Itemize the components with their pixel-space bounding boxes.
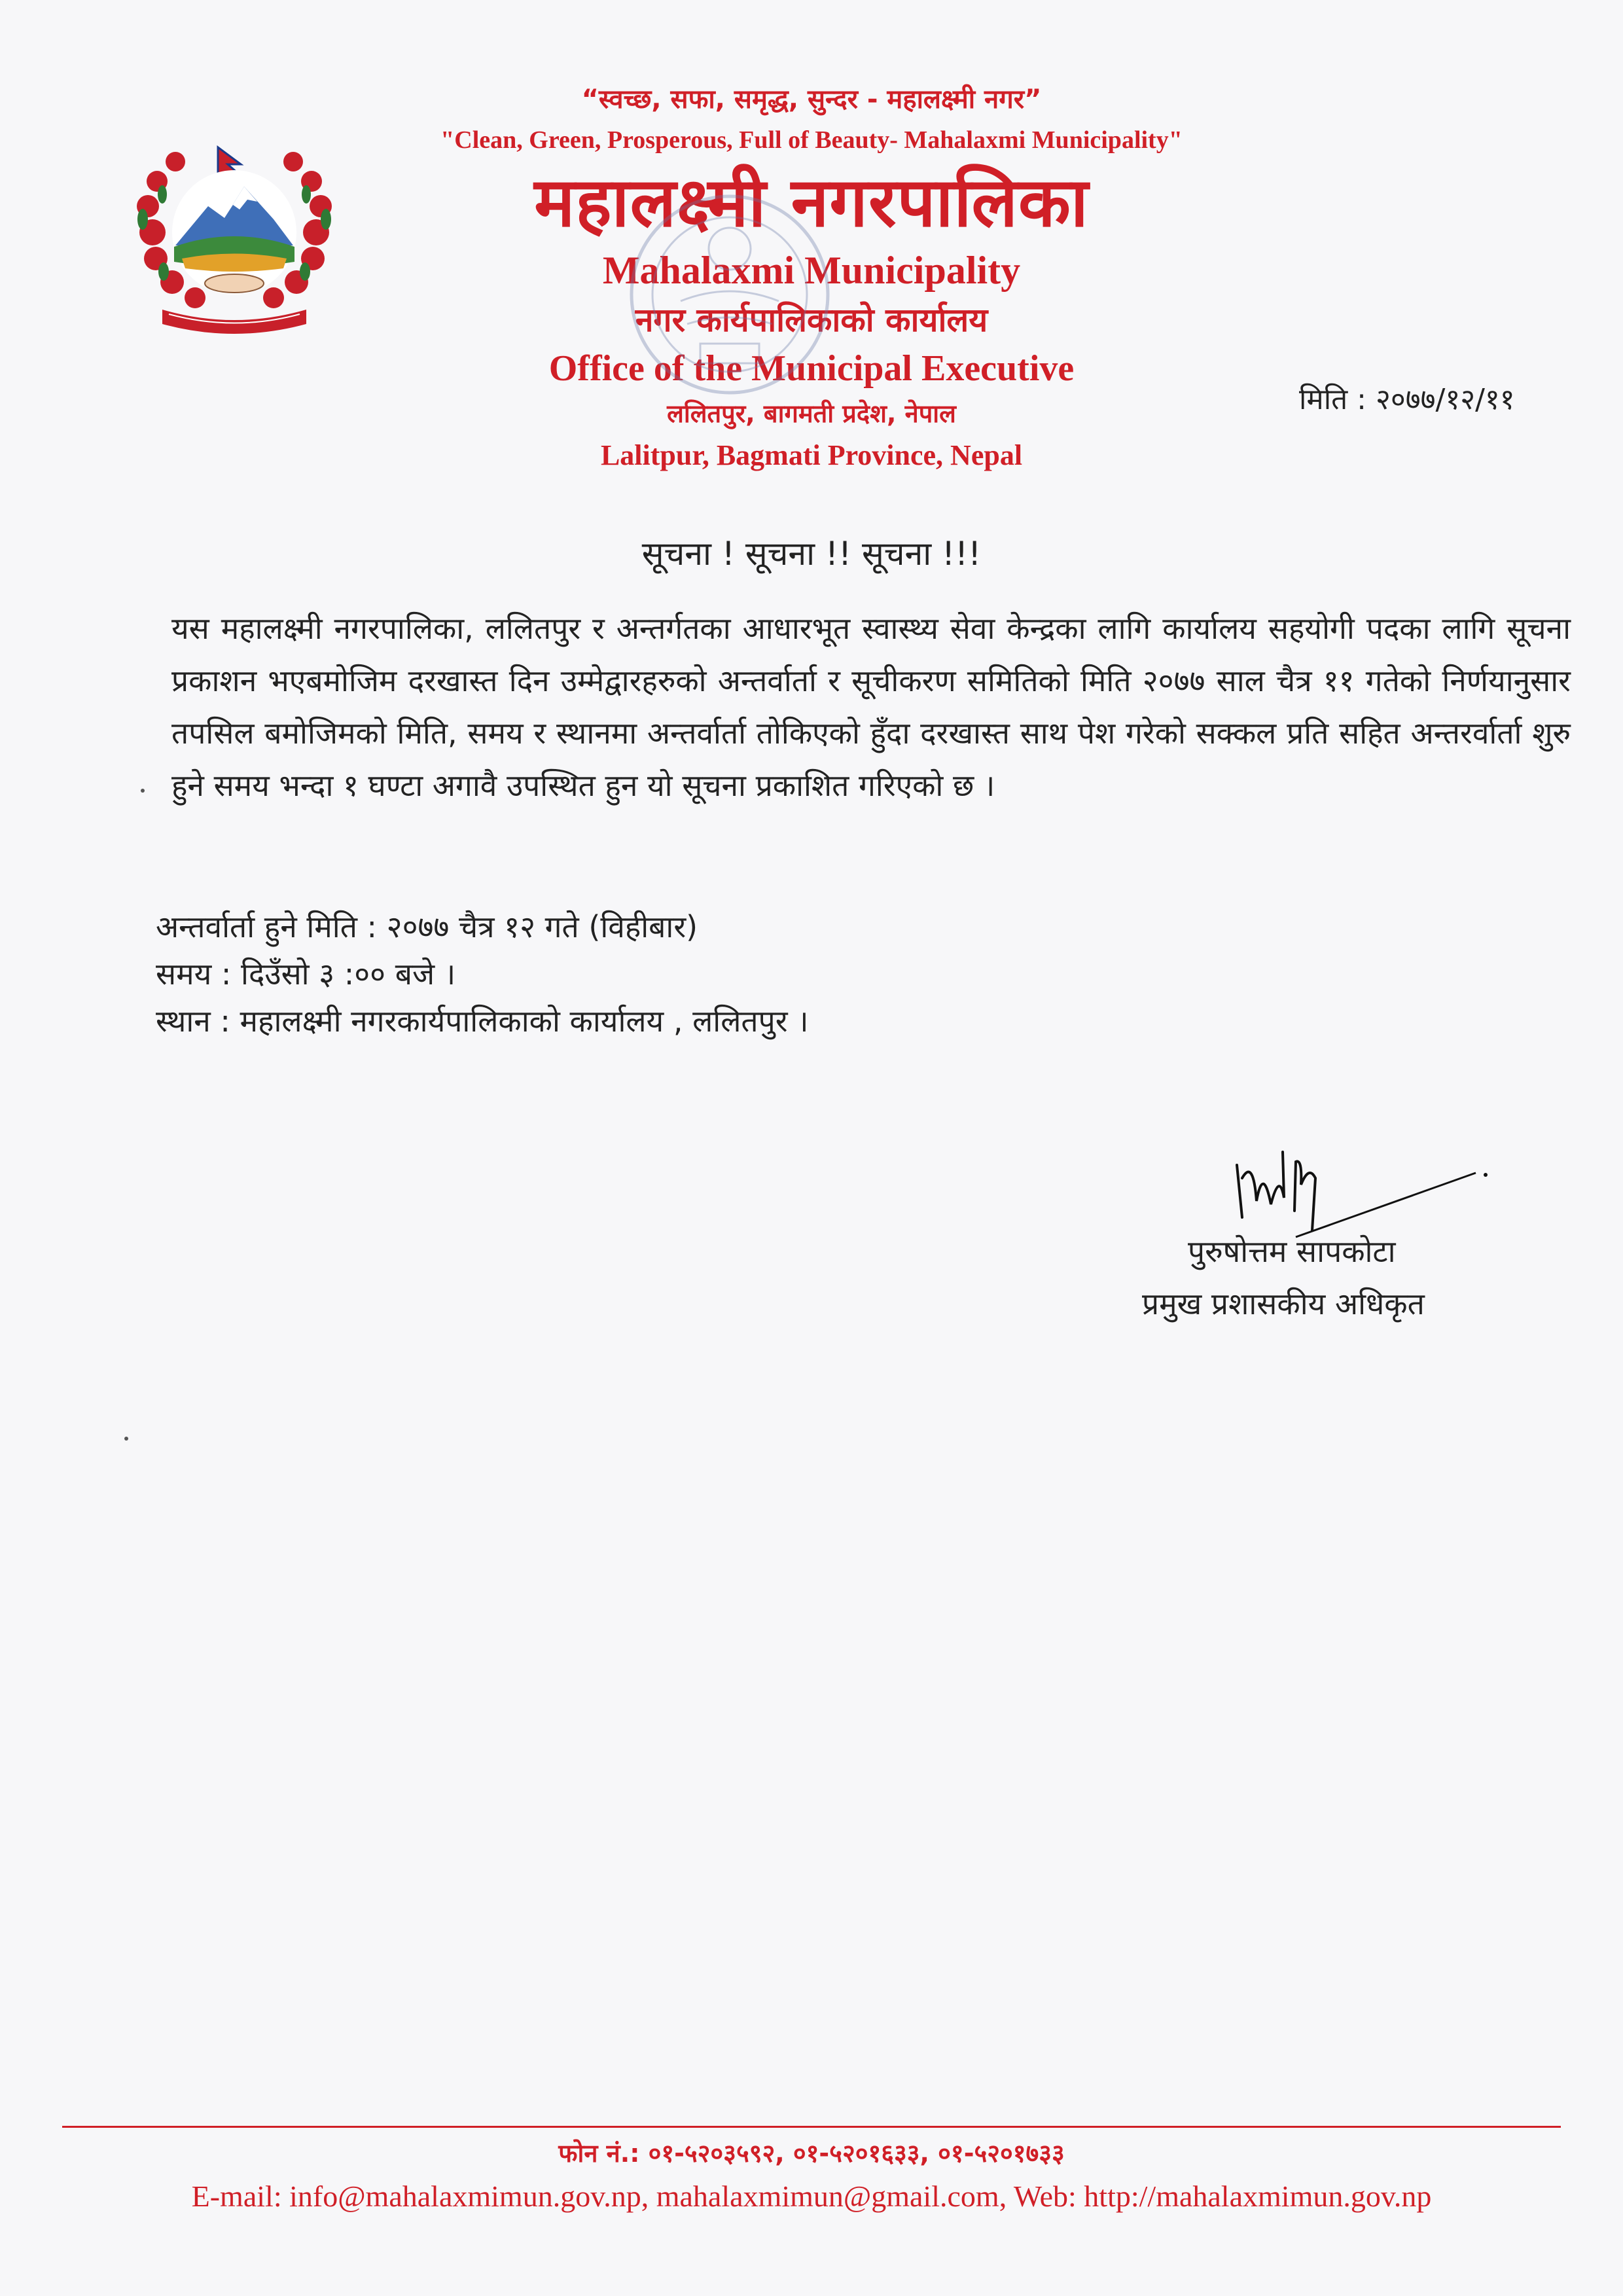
nepal-emblem-icon xyxy=(116,134,352,344)
interview-details xyxy=(156,903,809,1045)
letter-date: मिति : २०७७/१२/११ xyxy=(1299,383,1515,416)
footer-phone: फोन नं.: ०१-५२०३५९२, ०१-५२०१६३३, ०१-५२०१७३३ xyxy=(558,2139,1065,2168)
office-name-nepali: नगर कार्यपालिकाको कार्यालय xyxy=(635,301,988,339)
signatory-name: पुरुषोत्तम सापकोटा xyxy=(1188,1234,1396,1269)
footer-contact: E-mail: info@mahalaxmimun.gov.np, mahalaxmimun@gmail.com, Web: http://mahalaxmimun.gov.np xyxy=(191,2179,1432,2213)
address-english: Lalitpur, Bagmati Province, Nepal xyxy=(600,439,1023,471)
interview-date: अन्तर्वार्ता हुने मिति : २०७७ चैत्र १२ गते (विहीबार) xyxy=(156,909,698,944)
letterhead xyxy=(0,0,1623,471)
signatory-title: प्रमुख प्रशासकीय अधिकृत xyxy=(1142,1286,1425,1321)
notice-title: सूचना ! सूचना !! सूचना !!! xyxy=(641,535,982,573)
notice-body: यस महालक्ष्मी नगरपालिका, ललितपुर र अन्तर्गतका आधारभूत स्वास्थ्य सेवा केन्द्रका लागि कार्यालय सहयोगी पदका लागि सूचना प्रकाशन भएबमोजिम दरखास्त दिन उम्मेद्वारहरुको अन्तर्वार्ता र सूचीकरण समितिको मिति २०७७ साल चैत्र ११ गतेको निर्णयानुसार तपसिल बमोजिमको मिति, समय र स्थानमा अन्तर्वार्ता तोकिएको हुँदा दरखास्त साथ पेश गरेको सक्कल प्रति सहित अन्तरर्वार्ता शुरु हुने समय भन्दा १ घण्टा अगावै उपस्थित हुन यो सूचना प्रकाशित गरिएको छ । xyxy=(171,611,1571,803)
address-nepali: ललितपुर, बागमती प्रदेश, नेपाल xyxy=(667,399,956,428)
interview-place: स्थान : महालक्ष्मी नगरकार्यपालिकाको कार्यालय , ललितपुर । xyxy=(156,1003,809,1039)
scan-speck xyxy=(141,789,145,793)
municipality-name-nepali: महालक्ष्मी नगरपालिका xyxy=(534,162,1089,242)
footer-divider xyxy=(62,2126,1561,2128)
slogan-nepali: “स्वच्छ, सफा, समृद्ध, सुन्दर - महालक्ष्मी नगर” xyxy=(581,84,1042,115)
office-seal-icon xyxy=(622,187,838,403)
municipality-name-english: Mahalaxmi Municipality xyxy=(602,249,1021,292)
slogan-english: "Clean, Green, Prosperous, Full of Beauty- Mahalaxmi Municipality" xyxy=(440,126,1183,154)
scan-speck xyxy=(124,1437,128,1441)
interview-time: समय : दिउँसो ३ :०० बजे । xyxy=(156,956,456,992)
office-name-english: Office of the Municipal Executive xyxy=(548,348,1075,389)
